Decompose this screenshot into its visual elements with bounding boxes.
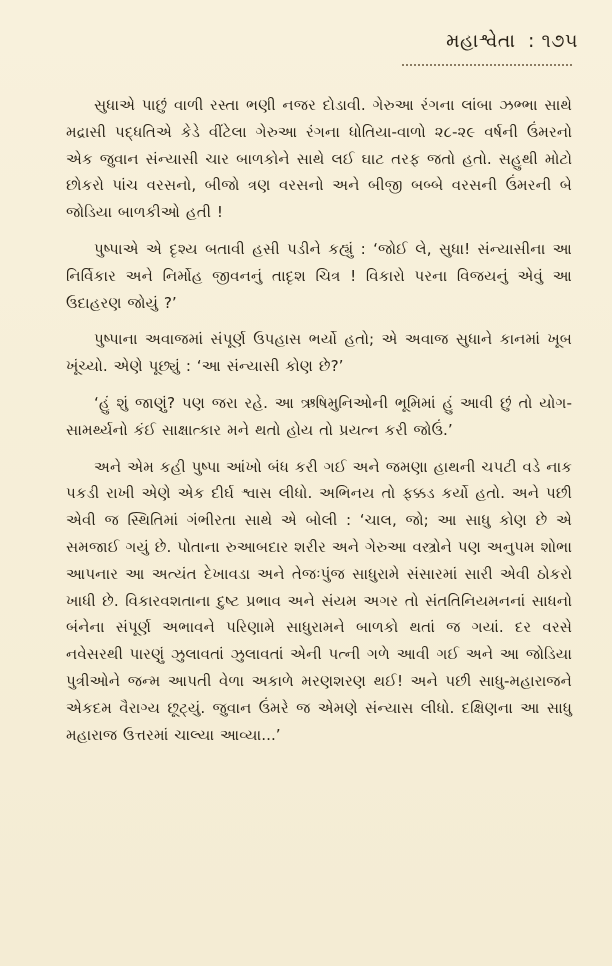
body-text — [66, 92, 572, 758]
paragraph-2: પુષ્પાએ એ દૃશ્ય બતાવી હસી પડીને કહ્યું : ‘જોઈ લે, સુધા! સંન્યાસીના આ નિર્વિકાર અને નિર્મોહ જીવનનું તાદૃશ ચિત્ર ! વિકારો પરના વિજયનું એવું આ ઉદાહરણ જોયું ?’ — [66, 239, 572, 312]
paragraph-5: અને એમ કહી પુષ્પા આંખો બંધ કરી ગઈ અને જમણા હાથની ચપટી વડે નાક પકડી રાખી એણે એક દીર્ઘ શ્વાસ લીધો. અભિનય તો ફક્કડ કર્યો હતો. અને પછી એવી જ સ્થિતિમાં ગંભીરતા સાથે એ બોલી : ‘ચાલ, જો; આ સાધુ કોણ છે એ સમજાઈ ગયું છે. પોતાના રુઆબદાર શરીર અને ગેરુઆ વસ્ત્રોને પણ અનુપમ શોભા આપનાર આ અત્યંત દેખાવડા અને તેજઃપુંજ સાધુરામે સંસારમાં સારી એવી ઠોકરો ખાધી છે. વિકારવશતાના દુષ્ટ પ્રભાવ અને સંયમ અગર તો સંતતિનિયમનનાં સાધનો બંનેના સંપૂર્ણ અભાવને પરિણામે સાધુરામને બાળકો થતાં જ ગયાં. દર વરસે નવેસરથી પારણું ઝુલાવતાં ઝુલાવતાં એની પત્ની ગળે આવી ગઈ અને આ જોડિયા પુત્રીઓને જન્મ આપતી વેળા અકાળે મરણશરણ થઈ! અને પછી સાધુ-મહારાજને એકદમ વૈરાગ્ય છૂટ્યું. જુવાન ઉંમરે જ એમણે સંન્યાસ લીધો. દક્ષિણના આ સાધુ મહારાજ ઉત્તરમાં ચાલ્યા આવ્યા...’ — [66, 457, 572, 744]
running-head-title: મહાશ્વેતા — [446, 30, 516, 52]
running-head-separator: : — [528, 30, 535, 52]
header-rule — [402, 64, 572, 66]
paragraph-3: પુષ્પાના અવાજમાં સંપૂર્ણ ઉપહાસ ભર્યો હતો; એ અવાજ સુધાને કાનમાં ખૂબ ખૂંચ્યો. એણે પૂછ્યું : ‘આ સંન્યાસી કોણ છે?’ — [66, 330, 572, 376]
page-number: ૧૭૫ — [541, 30, 578, 52]
running-head — [446, 30, 578, 52]
paragraph-4: ‘હું શું જાણું? પણ જરા રહે. આ ઋષિમુનિઓની ભૂમિમાં હું આવી છું તો યોગ-સામર્થ્યનો કંઈ સાક્ષાત્કાર મને થતો હોય તો પ્રયત્ન કરી જોઉં.’ — [66, 393, 572, 439]
paragraph-1: સુધાએ પાછું વાળી રસ્તા ભણી નજર દોડાવી. ગેરુઆ રંગના લાંબા ઝભ્ભા સાથે મદ્રાસી પદ્ધતિએ કેડે વીંટેલા ગેરુઆ રંગના ધોતિયા-વાળો ૨૮-૨૯ વર્ષની ઉંમરનો એક જુવાન સંન્યાસી ચાર બાળકોને સાથે લઈ ઘાટ તરફ જતો હતો. સહુથી મોટો છોકરો પાંચ વરસનો, બીજો ત્રણ વરસનો અને બીજી બબ્બે વરસની ઉંમરની બે જોડિયા બાળકીઓ હતી ! — [66, 96, 572, 222]
